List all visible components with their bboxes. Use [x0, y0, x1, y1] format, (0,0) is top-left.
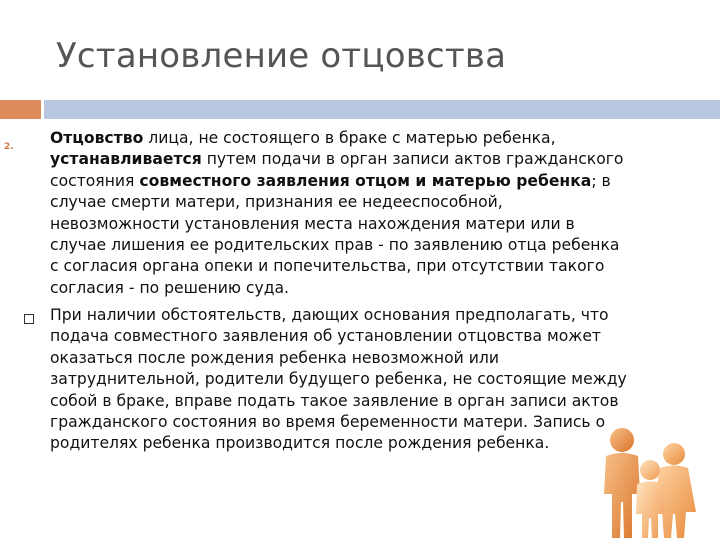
- paragraph-paternity-establishment: [50, 128, 623, 299]
- para1-line: случае смерти матери, признания ее недееспособной,: [50, 193, 503, 212]
- title-accent-bar-orange: [0, 100, 41, 119]
- text-run: путем подачи в орган записи актов гражданского: [201, 150, 624, 169]
- text-run: ; в: [591, 171, 611, 190]
- para1-line: [50, 149, 623, 170]
- para1-line: согласия - по решению суда.: [50, 278, 290, 297]
- paragraph-pregnancy-application: [50, 305, 627, 455]
- list-marker-number: 2.: [4, 142, 14, 152]
- text-run: состояния: [50, 171, 140, 190]
- para1-line: случае лишения ее родительских прав - по заявлению отца ребенка: [50, 236, 620, 255]
- para2-line: родителях ребенка производится после рождения ребенка.: [50, 434, 550, 453]
- child-figure: [636, 460, 664, 538]
- para1-line: с согласия органа опеки и попечительства, при отсутствии такого: [50, 257, 605, 276]
- list-marker-square-icon: [24, 314, 34, 324]
- para1-line: [50, 128, 623, 149]
- text-run: лица, не состоящего в браке с матерью ребенка,: [143, 129, 556, 147]
- para2-line: гражданского состояния во время беременности матери. Запись о: [50, 413, 606, 432]
- slide-title: Установление отцовства: [56, 36, 507, 76]
- para2-line: собой в браке, вправе подать такое заявление в орган записи актов: [50, 391, 619, 410]
- para2-line: затруднительной, родители будущего ребенка, не состоящие между: [50, 370, 627, 389]
- bold-term: совместного заявления отцом и матерью ребенка: [139, 171, 592, 190]
- title-accent-bar-blue: [44, 100, 720, 119]
- father-figure: [604, 428, 640, 538]
- bold-term: Отцовство: [50, 129, 144, 147]
- para1-line: невозможности установления места нахождения матери или в: [50, 214, 575, 233]
- bold-term: устанавливается: [50, 150, 202, 169]
- family-figures-icon: [592, 422, 712, 540]
- para2-line: При наличии обстоятельств, дающих основания предполагать, что: [50, 306, 609, 324]
- para2-line: подача совместного заявления об установлении отцовства может: [50, 327, 602, 346]
- para2-line: оказаться после рождения ребенка невозможной или: [50, 348, 499, 367]
- para1-line: [50, 171, 623, 192]
